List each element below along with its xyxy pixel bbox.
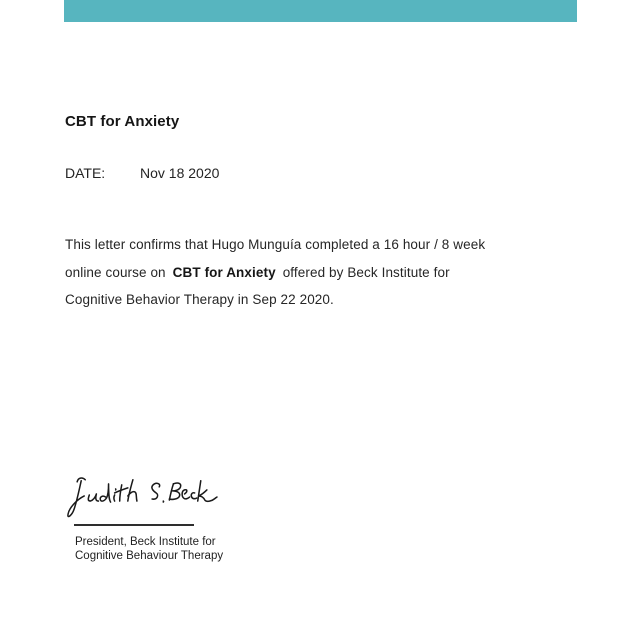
date-value: Nov 18 2020 <box>140 165 220 181</box>
date-label: DATE: <box>65 165 106 181</box>
handwritten-signature <box>66 471 218 523</box>
date-row <box>65 164 219 182</box>
course-name-bold: CBT for Anxiety <box>172 264 276 280</box>
header-accent-bar <box>64 0 577 22</box>
signatory-title-line-2: Cognitive Behaviour Therapy <box>75 550 224 562</box>
signature-rule-line <box>74 524 194 526</box>
paragraph-text: This letter confirms that Hugo Munguía completed a 16 hour / 8 week <box>65 237 486 252</box>
paragraph-line-1 <box>65 231 505 259</box>
paragraph-text: offered by Beck Institute for <box>282 264 450 280</box>
course-title: CBT for Anxiety <box>65 113 180 130</box>
paragraph-line-2 <box>65 259 505 287</box>
paragraph-line-3 <box>65 286 505 314</box>
signatory-title-block <box>75 535 223 563</box>
confirmation-paragraph <box>65 231 505 314</box>
paragraph-text: Cognitive Behavior Therapy in Sep 22 2020. <box>65 292 334 307</box>
paragraph-text: online course on <box>65 264 166 280</box>
signatory-title-line-1: President, Beck Institute for <box>75 536 216 548</box>
